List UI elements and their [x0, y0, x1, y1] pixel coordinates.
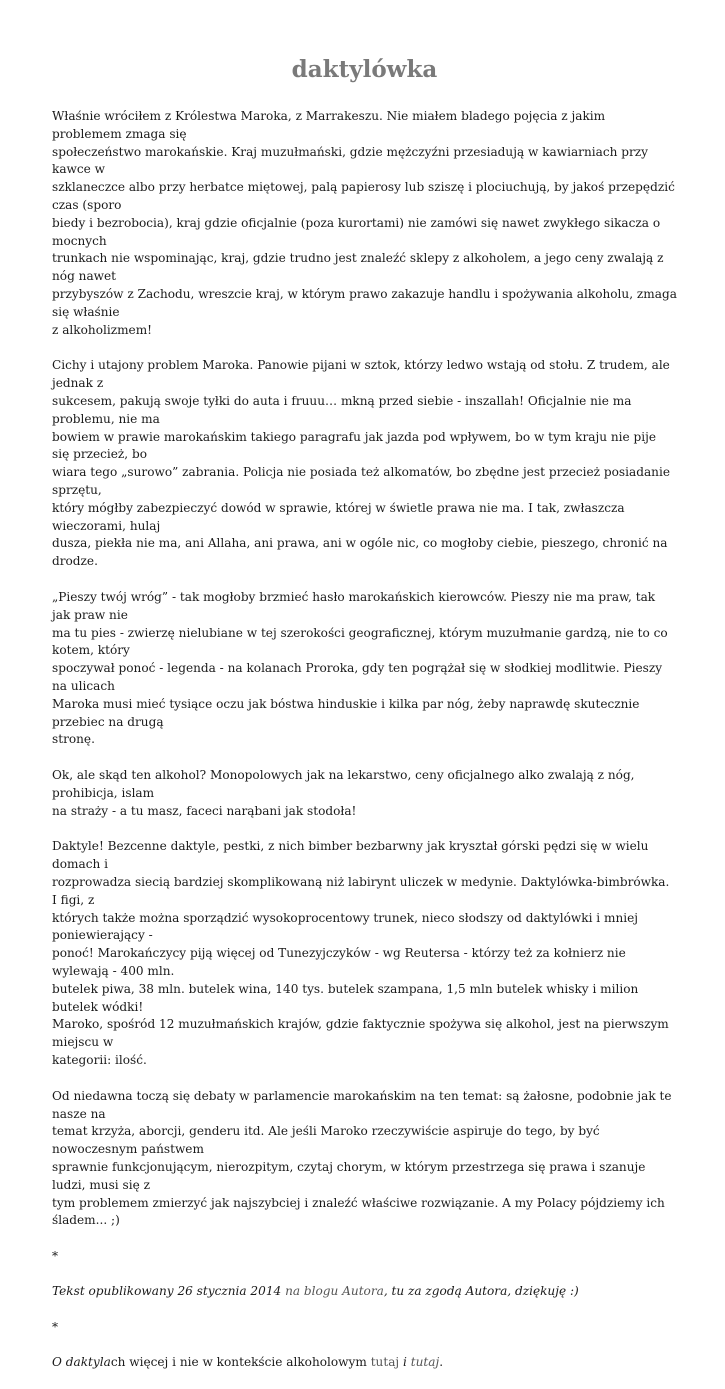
footer-note: [52, 1354, 677, 1372]
article: [52, 52, 677, 1389]
separator-2: *: [52, 1319, 59, 1334]
paragraph-4: Ok, ale skąd ten alkohol? Monopolowych jak na lekarstwo, ceny oficjalnego alko zwalają z nóg, prohibicja, islam na straży - a tu masz, faceci narąbani jak stodoła!: [52, 768, 635, 818]
article-title: daktylówka: [291, 56, 438, 83]
footer-link-2[interactable]: tutaj: [410, 1354, 440, 1369]
footer-text: ch więcej i nie w kontekście alkoholowym: [110, 1354, 371, 1369]
publication-note-text-2: , tu za zgodą Autora, dziękuję :): [383, 1284, 579, 1299]
footer-italic-conjunction: i: [399, 1354, 411, 1369]
footer-link-1[interactable]: tutaj: [370, 1354, 400, 1369]
separator-1: *: [52, 1249, 59, 1264]
paragraph-3: „Pieszy twój wróg” - tak mogłoby brzmieć hasło marokańskich kierowców. Pieszy nie ma praw, tak jak praw nie ma tu pies - zwierzę nielubiane w tej szerokości geograficznej, którym muzułmanie gardzą, nie to co kotem, który spoczywał ponoć - legenda - na kolanach Proroka, gdy ten pogrążał się w słodkiej modlitwie. Pieszy na ulicach Maroka musi mieć tysiące oczu jak bóstwa hinduskie i kilka par nóg, żeby naprawdę skutecznie przebiec na drugą stronę.: [52, 589, 668, 747]
paragraph-6: Od niedawna toczą się debaty w parlamencie marokańskim na ten temat: są żałosne, podobnie jak te nasze na temat krzyża, aborcji, genderu itd. Ale jeśli Maroko rzeczywiście aspiruje do tego, by być nowoczesnym państwem sprawnie funkcjonującym, nierozpitym, czytaj chorym, w którym przestrzega się prawa i szanuje ludzi, musi się z tym problemem zmierzyć jak najszybciej i znaleźć właściwe rozwiązanie. A my Polacy pójdziemy ich śladem... ;): [52, 1088, 672, 1228]
paragraph-2: Cichy i utajony problem Maroka. Panowie pijani w sztok, którzy ledwo wstają od stołu. Z trudem, ale jednak z sukcesem, pakują swoje tyłki do auta i fruuu… mkną przed siebie - inszallah! Oficjalnie nie ma problemu, nie ma bowiem w prawie marokańskim takiego paragrafu jak jazda pod wpływem, bo w tym kraju nie pije się przecież, bo wiara tego „surowo” zabrania. Policja nie posiada też alkomatów, bo zbędne jest przecież posiadanie sprzętu, który mógłby zabezpieczyć dowód w sprawie, której w świetle prawa nie ma. I tak, zwłaszcza wieczorami, hulaj dusza, piekła nie ma, ani Allaha, ani prawa, ani w ogóle nic, co mogłoby ciebie, pieszego, chronić na drodze.: [52, 358, 670, 569]
footer-italic-text: O daktyla: [52, 1354, 111, 1369]
publication-note: [52, 1283, 677, 1301]
footer-period: .: [439, 1354, 444, 1369]
author-blog-link[interactable]: na blogu Autora: [285, 1284, 384, 1299]
publication-note-text-1: Tekst opublikowany 26 stycznia 2014: [52, 1284, 286, 1299]
paragraph-1: Właśnie wróciłem z Królestwa Maroka, z Marrakeszu. Nie miałem bladego pojęcia z jakim problemem zmaga się społeczeństwo marokańskie. Kraj muzułmański, gdzie mężczyźni przesiadują w kawiarniach przy kawce w szklaneczce albo przy herbatce miętowej, palą papierosy lub sziszę i plociuchują, by jakoś przepędzić czas (sporo biedy i bezrobocia), kraj gdzie oficjalnie (poza kurortami) nie zamówi się nawet zwykłego sikacza o mocnych trunkach nie wspominając, kraj, gdzie trudno jest znaleźć sklepy z alkoholem, a jego ceny zwalają z nóg nawet przybyszów z Zachodu, wreszcie kraj, w którym prawo zakazuje handlu i spożywania alkoholu, zmaga się właśnie z alkoholizmem!: [52, 109, 677, 337]
paragraph-5: Daktyle! Bezcenne daktyle, pestki, z nich bimber bezbarwny jak kryształ górski pędzi się w wielu domach i rozprowadza siecią bardziej skomplikowaną niż labirynt uliczek w medynie. Daktylówka-bimbrówka. I figi, z których także można sporządzić wysokoprocentowy trunek, nieco słodszy od daktylówki i mniej poniewierający - ponoć! Marokańczycy piją więcej od Tunezyjczyków - wg Reutersa - którzy też za kołnierz nie wylewają - 400 mln. butelek piwa, 38 mln. butelek wina, 140 tys. butelek szampana, 1,5 mln butelek whisky i milion butelek wódki! Maroko, spośród 12 muzułmańskich krajów, gdzie faktycznie spożywa się alkohol, jest na pierwszym miejscu w kategorii: ilość.: [52, 839, 670, 1068]
